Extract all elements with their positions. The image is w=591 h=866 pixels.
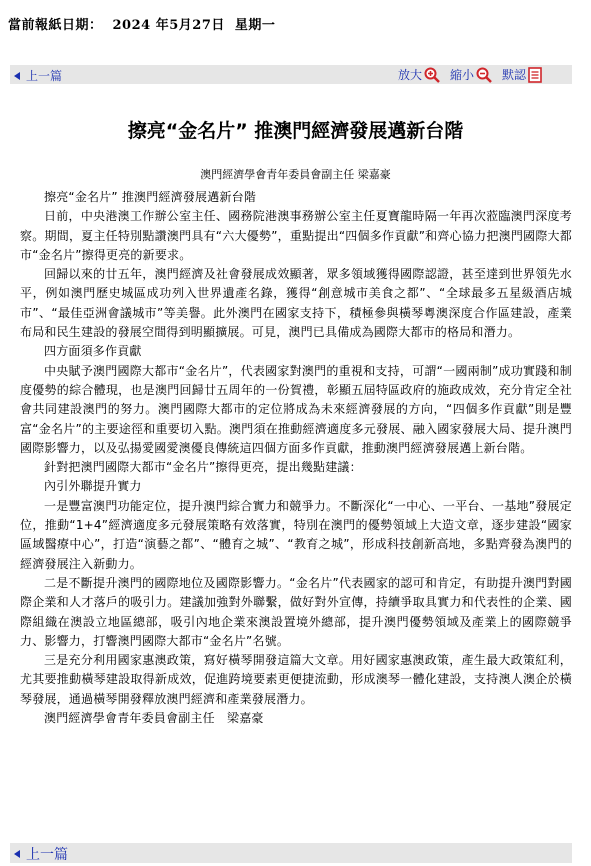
zoom-in-button[interactable]: [398, 66, 440, 83]
chevron-left-icon: [14, 850, 20, 858]
article-paragraph: 日前，中央港澳工作辦公室主任、國務院港澳事務辦公室主任夏寶龍時隔一年再次蒞臨澳門深度考察。期間，夏主任特別點讚澳門具有“六大優勢”，重點提出“四個多作貢獻”和齊心協力把澳門國際大都市“金名片”擦得更亮的新要求。: [20, 209, 572, 262]
article-paragraph: 針對把澳門國際大都市“金名片”擦得更亮，提出幾點建議：: [44, 460, 362, 475]
date-value: 2024 年5月27日: [112, 18, 225, 33]
article-paragraph: 三是充分利用國家惠澳政策，寫好橫琴開發這篇大文章。用好國家惠澳政策，產生最大政策紅利，尤其要推動橫琴建設取得新成效，促進跨境要素更便捷流動，形成澳琴一體化建設，支持澳人澳企於橫琴發展，通過橫琴開發釋放澳門經濟和產業發展潛力。: [20, 653, 572, 706]
zoom-out-button[interactable]: [450, 66, 492, 83]
article-paragraph: 二是不斷提升澳門的國際地位及國際影響力。“金名片”代表國家的認可和肯定，有助提升澳門對國際企業和人才落戶的吸引力。建議加強對外聯繫，做好對外宣傳，持續爭取具實力和代表性的企業、國際組織在澳設立地區總部，吸引內地企業來澳設置境外總部，提升澳門優勢領域及產業上的國際競爭力、影響力，打響澳門國際大都市“金名片”名號。: [20, 575, 572, 648]
article-byline: 澳門經濟學會青年委員會副主任 梁嘉豪: [200, 168, 391, 181]
prev-article-link[interactable]: [14, 67, 62, 84]
zoom-in-icon: [424, 67, 440, 83]
bottom-nav-bar: [10, 843, 572, 863]
article-title: 擦亮“金名片” 推澳門經濟發展邁新台階: [127, 120, 464, 142]
zoom-out-label: 縮小: [449, 68, 474, 82]
zoom-out-icon: [476, 67, 492, 83]
section-heading: 四方面須多作貢獻: [44, 344, 142, 359]
article-lead: 擦亮“金名片” 推澳門經濟發展邁新台階: [44, 190, 257, 204]
article-body: [20, 188, 572, 728]
weekday: 星期一: [234, 18, 276, 33]
article-paragraph: 一是豐富澳門功能定位，提升澳門綜合實力和競爭力。不斷深化“一中心、一平台、一基地”發展定位，推動“1+4”經濟適度多元發展策略有效落實，特別在澳門的優勢領域上大造文章，逐步建設“國家區域醫療中心”，打造“演藝之都”、“體育之城”、“教育之城”，形成科技創新高地，多點齊發為澳門的經濟發展注入新動力。: [20, 498, 572, 571]
zoom-in-label: 放大: [397, 68, 422, 82]
prev-article-link-bottom[interactable]: [14, 844, 68, 864]
default-size-icon: [528, 67, 542, 83]
prev-article-label: 上一篇: [26, 847, 68, 863]
author-signature: 澳門經濟學會青年委員會副主任 梁嘉豪: [44, 711, 264, 726]
default-size-label: 默認: [501, 68, 526, 82]
chevron-left-icon: [14, 72, 20, 80]
top-nav-bar: [10, 65, 572, 84]
default-size-button[interactable]: [502, 66, 542, 83]
font-size-tools: [398, 66, 542, 83]
article-paragraph: 中央賦予澳門國際大都市“金名片”，代表國家對澳門的重視和支持，可謂“一國兩制”成功實踐和制度優勢的綜合體現，也是澳門回歸廿五周年的一份賀禮，彰顯五屆特區政府的施政成效，充分肯定全社會共同建設澳門的努力。澳門國際大都市的定位將成為未來經濟發展的方向，“四個多作貢獻”則是豐富“金名片”的主要途徑和重要切入點。澳門須在推動經濟適度多元發展、融入國家發展大局、提升澳門國際影響力，以及弘揚愛國愛澳優良傳統這四個方面多作貢獻，推動澳門經濟發展邁上新台階。: [20, 363, 572, 455]
date-label: 當前報紙日期：: [8, 18, 103, 33]
paper-date: [8, 14, 285, 33]
article-paragraph: 回歸以來的廿五年，澳門經濟及社會發展成效顯著，眾多領域獲得國際認證，甚至達到世界領先水平，例如澳門歷史城區成功列入世界遺產名錄，獲得“創意城市美食之都”、“全球最多五星級酒店城市”、“最佳亞洲會議城市”等美譽。此外澳門在國家支持下，積極參與橫琴粵澳深度合作區建設，產業布局和民生建設的發展空間得到明顯擴展。可見，澳門已具備成為國際大都市的格局和潛力。: [20, 267, 572, 340]
prev-article-label: 上一篇: [26, 69, 63, 83]
section-heading: 內引外聯提升實力: [44, 479, 142, 494]
